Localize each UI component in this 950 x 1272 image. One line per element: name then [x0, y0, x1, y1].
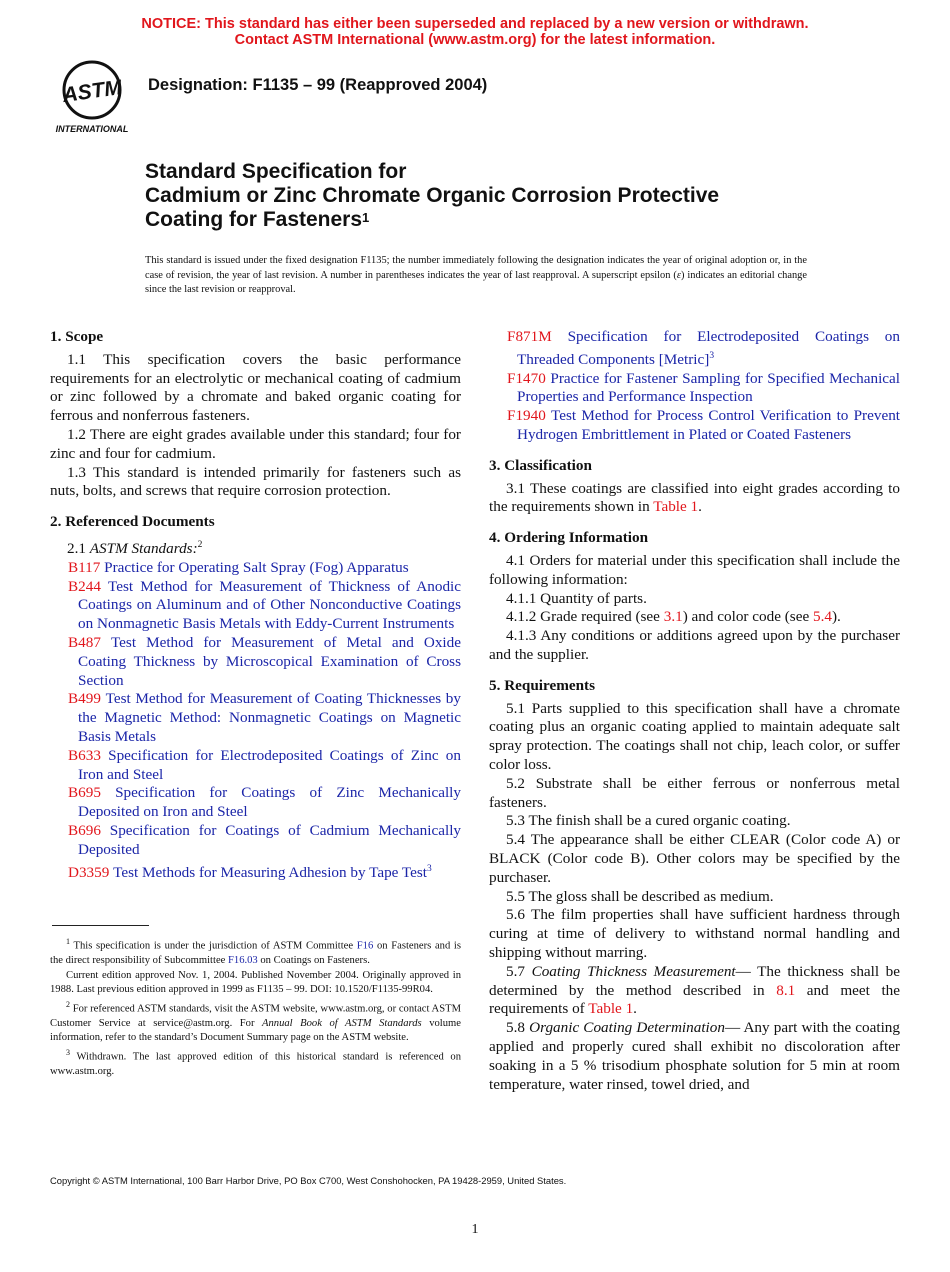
requirements-p4: 5.4 The appearance shall be either CLEAR (Color code A) or BLACK (Color code B). Other colors may be specified by the purchaser. — [489, 831, 900, 886]
classification-p1-text: 3.1 These coatings are classified into eight grades according to the requirements shown in — [489, 479, 900, 516]
section-scope — [50, 328, 461, 501]
footnote-3-text: Withdrawn. The last approved edition of this historical standard is referenced on www.astm.org. — [50, 1052, 461, 1078]
scope-p2: 1.2 There are eight grades available under this standard; four for zinc and four for cadmium. — [50, 425, 461, 462]
requirements-p7 — [489, 963, 900, 1019]
notice-line-2: Contact ASTM International (www.astm.org) for the latest information. — [234, 32, 716, 48]
requirements-p1: 5.1 Parts supplied to this specification shall have a chromate coating plus an organic coating applied to maintain adequate salt spray protection. The coatings shall not chip, leach color, or suffer color loss. — [489, 699, 900, 773]
right-column — [489, 328, 900, 1094]
footnote-1-b: on Fasteners and is the direct responsibility of Subcommittee — [50, 940, 461, 966]
ref-title[interactable]: Specification for Electrodeposited Coatings of Zinc on Iron and Steel — [78, 746, 461, 783]
ref-item[interactable] — [50, 822, 461, 860]
footnote-1-edition: Current edition approved Nov. 1, 2004. Published November 2004. Originally approved in 1988. Last previous edition approved in 1999 as F1135 – 99. DOI: 10.1520/F1135-99R04. — [50, 969, 461, 996]
footnote-divider — [52, 925, 149, 926]
ref-code[interactable]: B633 — [68, 746, 101, 764]
classification-p1 — [489, 480, 900, 518]
footnote-3 — [50, 1046, 461, 1079]
astm-standards-sup: 2 — [197, 539, 203, 550]
scope-heading: 1. Scope — [50, 328, 104, 345]
ordering-p1: 4.1 Orders for material under this specification shall include the following information: — [489, 552, 900, 588]
table-1-link[interactable]: Table 1 — [588, 1000, 634, 1018]
copyright-line: Copyright © ASTM International, 100 Barr Harbor Drive, PO Box C700, West Conshohocken, PA 19428-2959, United States. — [50, 1175, 567, 1186]
title-line-1: Standard Specification for — [145, 160, 407, 183]
requirements-p3: 5.3 The finish shall be a cured organic coating. — [506, 812, 791, 830]
section-ordering — [489, 529, 900, 665]
classification-heading: 3. Classification — [489, 456, 592, 474]
ref-item[interactable] — [50, 578, 461, 634]
section-classification — [489, 457, 900, 517]
ref-code[interactable]: D3359 — [68, 863, 110, 881]
title-footnote-mark: 1 — [362, 210, 370, 225]
ref-title[interactable]: Practice for Fastener Sampling for Specified Mechanical Properties and Performance Inspection — [517, 369, 901, 406]
ref-item[interactable] — [489, 370, 900, 408]
footnotes — [50, 935, 461, 1080]
footnote-2-mark: 2 — [66, 1000, 70, 1010]
astm-standards-subheading — [50, 536, 461, 559]
footnote-1-mark: 1 — [66, 937, 70, 946]
supersede-notice — [0, 16, 950, 48]
section-5-4-link[interactable]: 5.4 — [813, 608, 832, 626]
requirements-p8-num: 5.8 — [506, 1019, 530, 1037]
document-title — [145, 160, 845, 232]
ref-item[interactable] — [50, 634, 461, 690]
ref-title[interactable]: Test Methods for Measuring Adhesion by Tape Test — [113, 863, 428, 881]
scope-p3: 1.3 This standard is intended primarily for fasteners such as nuts, bolts, and screws that require corrosion protection. — [50, 463, 461, 500]
ref-code[interactable]: B244 — [68, 577, 101, 595]
astm-standards-num: 2.1 — [67, 540, 90, 558]
title-line-3-text: Coating for Fasteners — [145, 208, 363, 231]
ref-code[interactable]: B499 — [68, 690, 101, 708]
requirements-p2: 5.2 Substrate shall be either ferrous or nonferrous metal fasteners. — [489, 774, 900, 811]
ref-footnote-mark: 3 — [427, 863, 432, 874]
ref-item[interactable] — [50, 784, 461, 822]
ref-title[interactable]: Test Method for Process Control Verification to Prevent Hydrogen Embrittlement in Plated or Coated Fasteners — [517, 407, 901, 444]
requirements-p7-b: and meet the requirements of — [489, 981, 900, 1018]
left-column — [50, 328, 461, 882]
ref-title[interactable]: Test Method for Measurement of Coating Thicknesses by the Magnetic Method: Nonmagnetic Coatings on Magnetic Basis Metals — [78, 690, 461, 745]
classification-p1-end: . — [698, 498, 702, 516]
footnote-2-a: For referenced ASTM standards, visit the ASTM website, www.astm.org, or contact ASTM Customer Service at service@astm.org. For — [50, 1003, 461, 1030]
designation: Designation: F1135 – 99 (Reapproved 2004) — [148, 76, 488, 94]
subcommittee-f16-03-link[interactable]: F16.03 — [228, 954, 258, 966]
issuance-note — [145, 254, 807, 298]
requirements-p7-num: 5.7 — [506, 962, 532, 980]
referenced-heading: 2. Referenced Documents — [50, 513, 215, 531]
scope-p1: 1.1 This specification covers the basic performance requirements for an electrolytic or mechanical coating of cadmium or zinc followed by a chromate and baked organic coating for ferrous and nonferrous fasteners. — [50, 350, 461, 425]
footnote-1-a: This specification is under the jurisdiction of ASTM Committee — [70, 940, 357, 952]
astm-logo-icon — [52, 60, 136, 136]
ref-code[interactable]: B696 — [68, 821, 101, 839]
requirements-heading: 5. Requirements — [489, 676, 596, 694]
title-line-2: Cadmium or Zinc Chromate Organic Corrosion Protective — [145, 184, 720, 207]
ref-title[interactable]: Test Method for Measurement of Thickness of Anodic Coatings on Aluminum and of Other Nonconductive Coatings on Nonmagnetic Basis Metals with Eddy-Current Instruments — [78, 577, 462, 633]
ref-item[interactable] — [50, 559, 461, 578]
table-1-link[interactable]: Table 1 — [653, 498, 699, 516]
footnote-2-book-title: Annual Book of ASTM Standards — [262, 1018, 422, 1030]
section-3-1-link[interactable]: 3.1 — [663, 608, 683, 626]
ref-title[interactable]: Specification for Coatings of Cadmium Mechanically Deposited — [78, 821, 462, 858]
ref-code[interactable]: F1940 — [507, 407, 546, 425]
ref-title[interactable]: Specification for Electrodeposited Coatings on Threaded Components [Metric] — [517, 328, 900, 368]
ordering-p3 — [489, 608, 900, 627]
footnote-1-c: on Coatings on Fasteners. — [257, 954, 370, 966]
ref-footnote-mark: 3 — [709, 350, 715, 361]
requirements-p7-title: Coating Thickness Measurement — [531, 962, 736, 980]
title-line-3 — [145, 208, 845, 232]
ref-item[interactable] — [489, 407, 900, 445]
ordering-heading: 4. Ordering Information — [489, 529, 649, 547]
ref-item[interactable] — [50, 860, 461, 883]
ordering-p2: 4.1.1 Quantity of parts. — [506, 589, 647, 607]
astm-logo-org: INTERNATIONAL — [55, 124, 129, 134]
notice-line-1: NOTICE: This standard has either been superseded and replaced by a new version or withdrawn. — [141, 16, 809, 32]
ref-code[interactable]: F871M — [507, 328, 552, 345]
ordering-p3-c: ). — [831, 608, 841, 626]
ref-code[interactable]: B117 — [68, 558, 101, 576]
requirements-p7-c: . — [633, 1000, 637, 1018]
committee-f16-link[interactable]: F16 — [356, 940, 374, 952]
ordering-p3-a: 4.1.2 Grade required (see — [506, 608, 664, 626]
ref-code[interactable]: B487 — [68, 634, 101, 652]
astm-standards-label: ASTM Standards: — [89, 540, 198, 558]
page-number: 1 — [471, 1222, 479, 1237]
ordering-p3-b: ) and color code (see — [682, 608, 813, 626]
ref-code[interactable]: F1470 — [507, 369, 546, 387]
section-8-1-link[interactable]: 8.1 — [776, 981, 796, 999]
requirements-p6: 5.6 The film properties shall have sufficient hardness through curing at time of delivery to withstand normal handling and shipping without marring. — [489, 906, 900, 961]
ref-item[interactable] — [489, 328, 900, 370]
issuance-note-after: ) indicates an editorial change since the last revision or reapproval. — [145, 269, 807, 295]
footnote-3-mark: 3 — [66, 1048, 70, 1058]
footnote-1 — [50, 935, 461, 968]
epsilon-symbol: ε — [676, 269, 681, 281]
requirements-p8-text: — Any part with the coating applied and properly cured shall exhibit no discoloration after soaking in a 5 % trisodium phosphate solution for 5 min at room temperature, water rinsed, towel dried, and — [489, 1019, 900, 1093]
ref-title[interactable]: Specification for Coatings of Zinc Mechanically Deposited on Iron and Steel — [78, 784, 461, 821]
footnote-2-b: volume information, refer to the standard’s Document Summary page on the ASTM website. — [50, 1018, 461, 1044]
ordering-p4: 4.1.3 Any conditions or additions agreed upon by the purchaser and the supplier. — [489, 627, 900, 664]
ref-title[interactable]: Practice for Operating Salt Spray (Fog) Apparatus — [104, 558, 409, 576]
ref-item[interactable] — [50, 747, 461, 785]
footnote-2 — [50, 998, 461, 1045]
ref-title[interactable]: Test Method for Measurement of Metal and Oxide Coating Thickness by Microscopical Examination of Cross Section — [78, 634, 461, 689]
requirements-p7-a: — The thickness shall be determined by the method described in — [489, 962, 900, 999]
requirements-p8-title: Organic Coating Determination — [529, 1019, 725, 1037]
ref-item[interactable] — [50, 690, 461, 746]
astm-logo — [52, 60, 136, 136]
requirements-p5: 5.5 The gloss shall be described as medium. — [506, 887, 774, 905]
section-referenced-documents — [50, 513, 461, 882]
issuance-note-before: This standard is issued under the fixed designation F1135; the number immediately following the designation indicates the year of original adoption or, in the case of revision, the year of last revision. A number in parentheses indicates the year of last reapproval. A superscript epsilon ( — [145, 255, 807, 281]
astm-logo-letters: ASTM — [61, 75, 124, 108]
section-requirements — [489, 677, 900, 1095]
requirements-p8 — [489, 1019, 900, 1094]
ref-code[interactable]: B695 — [68, 784, 101, 802]
